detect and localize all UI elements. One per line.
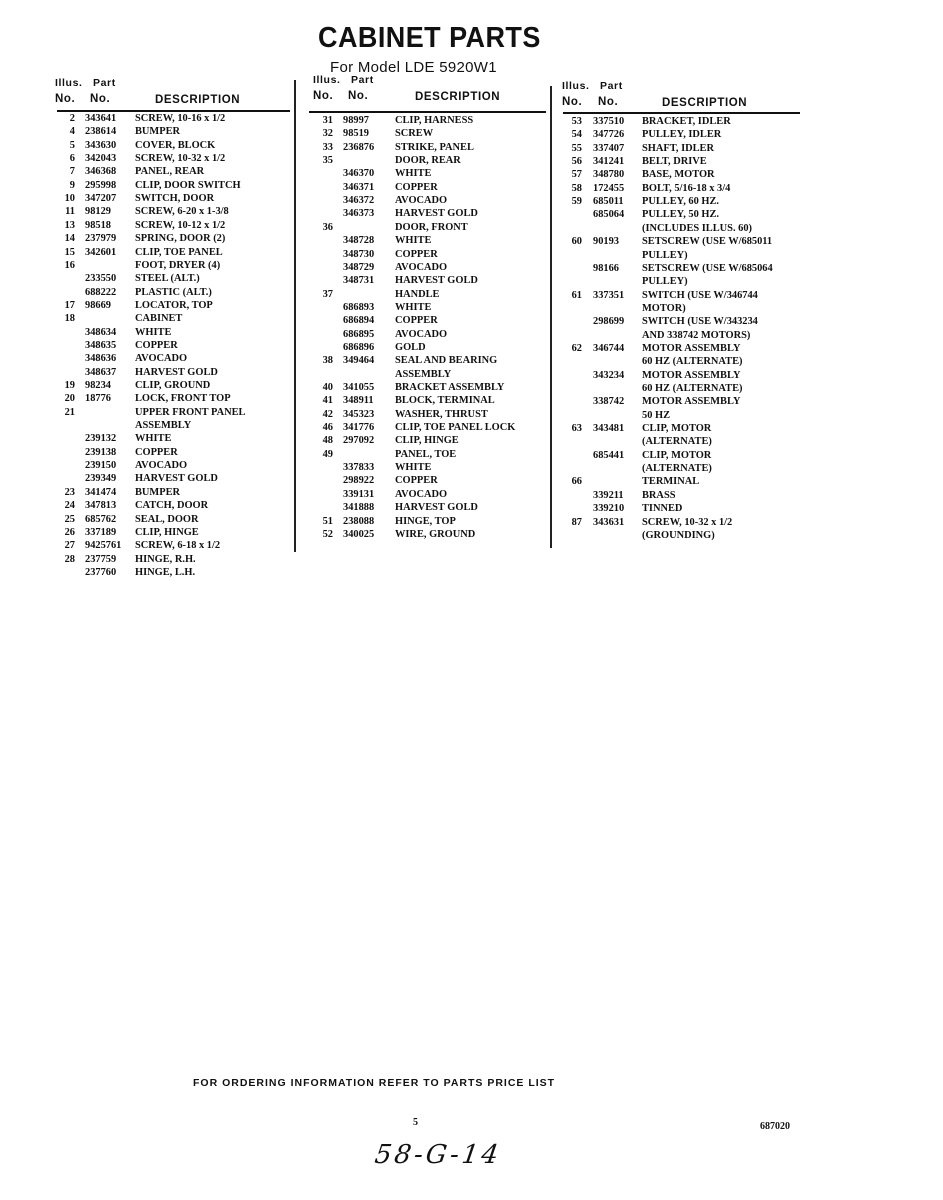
- part-number: 348911: [343, 395, 374, 407]
- illus-number: 49: [322, 448, 333, 460]
- part-row: [0, 183, 943, 196]
- header-part-no: No.: [598, 96, 619, 108]
- header-illus: Illus.: [562, 80, 590, 92]
- part-description: HANDLE: [395, 288, 440, 300]
- part-number: 237979: [85, 233, 117, 245]
- part-description: COVER, BLOCK: [135, 139, 216, 151]
- part-row: [0, 330, 943, 343]
- header-rule: [309, 111, 546, 113]
- part-description: COPPER: [395, 181, 438, 193]
- part-number: 237759: [85, 553, 117, 565]
- illus-number: 23: [64, 486, 75, 498]
- illus-number: 17: [64, 299, 75, 311]
- part-description: CLIP, DOOR SWITCH: [135, 179, 241, 191]
- illus-number: 60: [571, 236, 582, 248]
- part-number: 346373: [343, 208, 375, 220]
- part-description: BELT, DRIVE: [642, 156, 707, 168]
- part-number: 337351: [593, 289, 625, 301]
- part-description: CLIP, MOTOR: [642, 423, 712, 435]
- part-row: [0, 383, 943, 396]
- part-description: MOTOR ASSEMBLY: [642, 369, 741, 381]
- part-number: 337833: [343, 462, 375, 474]
- illus-number: 25: [64, 513, 75, 525]
- part-number: 98166: [593, 262, 619, 274]
- part-number: 340025: [343, 528, 375, 540]
- part-number: 337510: [593, 116, 625, 127]
- page-title: CABINET PARTS: [318, 22, 541, 54]
- part-description: PANEL, TOE: [395, 448, 457, 460]
- part-number: 18776: [85, 393, 111, 405]
- model-subtitle: For Model LDE 5920W1: [330, 59, 497, 76]
- part-description: SETSCREW (USE W/685064: [642, 262, 773, 274]
- illus-number: 24: [64, 500, 75, 512]
- part-number: 98669: [85, 299, 111, 311]
- part-description: MOTOR ASSEMBLY: [642, 396, 741, 408]
- part-description: CLIP, MOTOR: [642, 449, 712, 461]
- illus-number: 6: [69, 153, 75, 165]
- part-description: PULLEY): [642, 276, 688, 288]
- part-number: 343234: [593, 369, 625, 381]
- part-number: 347207: [85, 193, 117, 205]
- part-number: 343481: [593, 423, 625, 435]
- part-description: COPPER: [395, 248, 438, 260]
- part-number: 342043: [85, 153, 117, 165]
- part-number: 9425761: [85, 540, 122, 552]
- part-description: UPPER FRONT PANEL: [135, 406, 246, 418]
- part-description: STEEL (ALT.): [135, 273, 200, 285]
- illus-number: 57: [571, 169, 582, 181]
- part-number: 236876: [343, 141, 375, 153]
- part-description: CATCH, DOOR: [135, 500, 209, 512]
- header-rule: [57, 110, 290, 112]
- illus-number: 66: [571, 476, 582, 488]
- part-number: 297092: [343, 435, 375, 447]
- illus-number: 18: [64, 313, 75, 325]
- part-row: [0, 343, 943, 356]
- part-number: 98997: [343, 115, 369, 126]
- part-description: PULLEY, IDLER: [642, 129, 722, 141]
- part-number: 341888: [343, 502, 375, 514]
- part-description: SHAFT, IDLER: [642, 142, 714, 154]
- part-description: PLASTIC (ALT.): [135, 286, 212, 298]
- part-row: [0, 276, 943, 289]
- part-row: [0, 423, 943, 436]
- part-number: 348635: [85, 339, 117, 351]
- illus-number: 40: [322, 382, 333, 393]
- illus-number: 11: [65, 206, 75, 218]
- part-description: MOTOR ASSEMBLY: [642, 342, 741, 354]
- part-row: [0, 196, 943, 209]
- part-description: WHITE: [395, 301, 432, 313]
- illus-number: 32: [322, 128, 333, 140]
- part-row: [0, 554, 943, 567]
- part-description: SCREW: [395, 128, 434, 140]
- part-description: CLIP, TOE PANEL: [135, 246, 223, 258]
- part-row: [0, 316, 943, 329]
- part-description: DOOR, REAR: [395, 155, 461, 167]
- part-row: [0, 396, 943, 409]
- part-description: WIRE, GROUND: [395, 528, 476, 540]
- illus-number: 56: [571, 156, 582, 168]
- part-number: 346744: [593, 342, 625, 354]
- illus-number: 7: [69, 166, 75, 178]
- illus-number: 35: [322, 155, 333, 167]
- part-number: 685762: [85, 513, 117, 525]
- part-description: SEAL AND BEARING: [395, 355, 498, 367]
- header-part: Part: [93, 77, 116, 89]
- illus-number: 27: [64, 540, 75, 552]
- illus-number: 5: [69, 139, 75, 151]
- part-description: GOLD: [395, 341, 426, 353]
- part-description: BUMPER: [135, 486, 181, 498]
- header-illus: Illus.: [313, 74, 341, 86]
- part-row: [0, 250, 943, 263]
- part-row: [0, 209, 943, 222]
- part-number: 233550: [85, 273, 117, 285]
- ordering-note: FOR ORDERING INFORMATION REFER TO PARTS PRICE LIST: [193, 1077, 556, 1089]
- illus-number: 16: [64, 259, 75, 271]
- part-description: AVOCADO: [395, 488, 448, 500]
- part-row: [0, 303, 943, 316]
- part-description: ASSEMBLY: [135, 420, 192, 432]
- part-description: SCREW, 10-32 x 1/2: [135, 153, 226, 165]
- part-description: BRACKET, IDLER: [642, 116, 731, 127]
- illus-number: 51: [322, 515, 333, 527]
- illus-number: 48: [322, 435, 333, 447]
- part-number: 348731: [343, 275, 375, 287]
- part-row: [0, 517, 943, 530]
- part-description: SPRING, DOOR (2): [135, 233, 226, 245]
- part-description: WHITE: [135, 433, 172, 445]
- illus-number: 58: [571, 182, 582, 194]
- part-description: WHITE: [135, 326, 172, 338]
- part-description: PULLEY, 50 HZ.: [642, 209, 719, 221]
- part-row: [0, 263, 943, 276]
- header-illus-no: No.: [55, 93, 76, 105]
- part-number: 90193: [593, 236, 619, 248]
- part-number: 343641: [85, 113, 117, 124]
- illus-number: 63: [571, 423, 582, 435]
- part-description: ASSEMBLY: [395, 368, 452, 380]
- header-part-no: No.: [348, 90, 369, 102]
- part-description: HARVEST GOLD: [395, 208, 478, 220]
- part-description: (INCLUDES ILLUS. 60): [642, 222, 752, 234]
- part-row: [0, 236, 943, 249]
- illus-number: 15: [64, 246, 75, 258]
- part-number: 685441: [593, 449, 625, 461]
- part-row: [0, 476, 943, 489]
- part-number: 337189: [85, 526, 117, 538]
- part-row: [0, 450, 943, 463]
- part-row: [0, 116, 943, 129]
- part-number: 238088: [343, 515, 375, 527]
- part-description: (GROUNDING): [642, 529, 715, 541]
- part-row: [0, 356, 943, 369]
- part-row: [0, 143, 943, 156]
- illus-number: 2: [69, 113, 75, 124]
- handwritten-note: 58-G-14: [372, 1140, 504, 1170]
- illus-number: 52: [322, 528, 333, 540]
- header-illus-no: No.: [313, 90, 334, 102]
- part-number: 238614: [85, 126, 117, 138]
- part-description: BRACKET ASSEMBLY: [395, 382, 505, 393]
- part-number: 341055: [343, 382, 375, 393]
- part-number: 346368: [85, 166, 117, 178]
- part-description: HINGE, L.H.: [135, 566, 196, 578]
- illus-number: 31: [322, 115, 333, 126]
- part-number: 686893: [343, 301, 375, 313]
- part-number: 348636: [85, 353, 117, 365]
- part-description: BUMPER: [135, 126, 181, 138]
- part-number: 239138: [85, 446, 117, 458]
- part-description: HARVEST GOLD: [395, 502, 478, 514]
- illus-number: 54: [571, 129, 582, 141]
- part-number: 348729: [343, 261, 375, 273]
- part-row: [0, 410, 943, 423]
- part-description: TINNED: [642, 503, 683, 515]
- illus-number: 42: [322, 408, 333, 420]
- header-illus-no: No.: [562, 96, 583, 108]
- illus-number: 26: [64, 526, 75, 538]
- part-number: 172455: [593, 182, 625, 194]
- illus-number: 9: [69, 179, 75, 191]
- part-row: [0, 530, 943, 543]
- part-description: 60 HZ (ALTERNATE): [642, 383, 743, 394]
- part-number: 348728: [343, 235, 375, 247]
- part-row: [0, 156, 943, 169]
- part-description: WHITE: [395, 168, 432, 180]
- illus-number: 37: [322, 288, 333, 300]
- part-number: 341241: [593, 156, 625, 168]
- illus-number: 13: [64, 219, 75, 231]
- part-description: COPPER: [135, 446, 178, 458]
- part-description: CLIP, HINGE: [135, 526, 199, 538]
- part-description: CABINET: [135, 313, 183, 325]
- part-number: 339210: [593, 503, 625, 515]
- part-number: 349464: [343, 355, 375, 367]
- part-description: LOCK, FRONT TOP: [135, 393, 231, 405]
- part-description: TERMINAL: [642, 476, 700, 488]
- illus-number: 36: [322, 221, 333, 233]
- part-number: 298922: [343, 475, 375, 487]
- part-description: DOOR, FRONT: [395, 221, 468, 233]
- part-description: BLOCK, TERMINAL: [395, 395, 495, 407]
- header-description: DESCRIPTION: [662, 97, 748, 109]
- part-description: AVOCADO: [135, 460, 188, 472]
- part-number: 686895: [343, 328, 375, 340]
- part-description: AVOCADO: [395, 328, 448, 340]
- illus-number: 87: [571, 516, 582, 528]
- part-description: COPPER: [395, 475, 438, 487]
- part-number: 343631: [593, 516, 625, 528]
- part-row: [0, 463, 943, 476]
- part-description: CLIP, TOE PANEL LOCK: [395, 422, 516, 434]
- illus-number: 21: [64, 406, 75, 418]
- part-description: 50 HZ: [642, 409, 671, 421]
- part-description: PULLEY, 60 HZ.: [642, 196, 719, 208]
- part-description: HARVEST GOLD: [135, 473, 218, 485]
- part-number: 98129: [85, 206, 111, 218]
- part-number: 347813: [85, 500, 117, 512]
- part-description: HARVEST GOLD: [395, 275, 478, 287]
- part-row: [0, 223, 943, 236]
- illus-number: 46: [322, 422, 333, 434]
- header-description: DESCRIPTION: [155, 94, 241, 106]
- part-description: COPPER: [135, 339, 178, 351]
- part-number: 348730: [343, 248, 375, 260]
- part-number: 339211: [593, 489, 624, 501]
- header-part-no: No.: [90, 93, 111, 105]
- illus-number: 53: [571, 116, 582, 127]
- illus-number: 4: [69, 126, 75, 138]
- part-number: 685011: [593, 196, 624, 208]
- part-number: 98519: [343, 128, 369, 140]
- part-number: 343630: [85, 139, 117, 151]
- part-description: BASE, MOTOR: [642, 169, 715, 181]
- part-number: 295998: [85, 179, 117, 191]
- part-number: 688222: [85, 286, 117, 298]
- part-description: PANEL, REAR: [135, 166, 205, 178]
- part-description: WHITE: [395, 462, 432, 474]
- illus-number: 41: [322, 395, 333, 407]
- part-number: 341474: [85, 486, 117, 498]
- part-description: (ALTERNATE): [642, 463, 712, 475]
- part-description: SWITCH, DOOR: [135, 193, 215, 205]
- part-row: [0, 129, 943, 142]
- part-description: BRASS: [642, 489, 676, 501]
- illus-number: 14: [64, 233, 75, 245]
- page-number: 5: [413, 1117, 418, 1128]
- part-row: [0, 490, 943, 503]
- part-number: 298699: [593, 316, 625, 328]
- part-number: 239150: [85, 460, 117, 472]
- part-number: 348637: [85, 366, 117, 378]
- part-number: 686894: [343, 315, 375, 327]
- illus-number: 61: [571, 289, 582, 301]
- part-row: [0, 290, 943, 303]
- part-description: HINGE, R.H.: [135, 553, 196, 565]
- illus-number: 28: [64, 553, 75, 565]
- part-description: CLIP, GROUND: [135, 380, 211, 391]
- part-number: 347726: [593, 129, 625, 141]
- illus-number: 19: [64, 380, 75, 391]
- header-part: Part: [600, 80, 623, 92]
- part-description: HINGE, TOP: [395, 515, 456, 527]
- part-description: SCREW, 10-16 x 1/2: [135, 113, 226, 124]
- illus-number: 10: [64, 193, 75, 205]
- part-description: COPPER: [395, 315, 438, 327]
- part-description: AND 338742 MOTORS): [642, 329, 751, 341]
- part-description: SWITCH (USE W/343234: [642, 316, 758, 328]
- illus-number: 59: [571, 196, 582, 208]
- part-number: 685064: [593, 209, 625, 221]
- header-illus: Illus.: [55, 77, 83, 89]
- header-part: Part: [351, 74, 374, 86]
- part-description: (ALTERNATE): [642, 436, 712, 448]
- part-description: LOCATOR, TOP: [135, 299, 213, 311]
- part-row: [0, 567, 943, 580]
- part-number: 338742: [593, 396, 625, 408]
- illus-number: 38: [322, 355, 333, 367]
- part-description: CLIP, HARNESS: [395, 115, 474, 126]
- part-number: 345323: [343, 408, 375, 420]
- illus-number: 33: [322, 141, 333, 153]
- part-description: SCREW, 6-18 x 1/2: [135, 540, 221, 552]
- part-number: 98234: [85, 380, 111, 391]
- part-row: [0, 370, 943, 383]
- part-row: [0, 169, 943, 182]
- part-description: FOOT, DRYER (4): [135, 259, 221, 271]
- part-description: BOLT, 5/16-18 x 3/4: [642, 182, 731, 194]
- illus-number: 20: [64, 393, 75, 405]
- part-number: 686896: [343, 341, 375, 353]
- illus-number: 55: [571, 142, 582, 154]
- part-description: HARVEST GOLD: [135, 366, 218, 378]
- part-number: 346371: [343, 181, 375, 193]
- part-description: WASHER, THRUST: [395, 408, 488, 420]
- part-description: SETSCREW (USE W/685011: [642, 236, 773, 248]
- part-number: 339131: [343, 488, 375, 500]
- part-description: AVOCADO: [395, 261, 448, 273]
- header-rule: [563, 112, 800, 114]
- illus-number: 62: [571, 342, 582, 354]
- part-number: 348780: [593, 169, 625, 181]
- part-number: 239132: [85, 433, 117, 445]
- part-description: WHITE: [395, 235, 432, 247]
- part-description: SCREW, 10-32 x 1/2: [642, 516, 733, 528]
- part-number: 98518: [85, 219, 111, 231]
- part-description: STRIKE, PANEL: [395, 141, 474, 153]
- part-number: 237760: [85, 566, 117, 578]
- document-code: 687020: [760, 1121, 790, 1132]
- part-number: 341776: [343, 422, 375, 434]
- part-number: 239349: [85, 473, 117, 485]
- part-number: 337407: [593, 142, 625, 154]
- part-description: SEAL, DOOR: [135, 513, 199, 525]
- part-description: AVOCADO: [135, 353, 188, 365]
- part-description: MOTOR): [642, 302, 686, 314]
- part-row: [0, 436, 943, 449]
- part-description: AVOCADO: [395, 195, 448, 207]
- part-description: SCREW, 6-20 x 1-3/8: [135, 206, 229, 218]
- part-number: 348634: [85, 326, 117, 338]
- part-description: SCREW, 10-12 x 1/2: [135, 219, 226, 231]
- part-description: 60 HZ (ALTERNATE): [642, 356, 743, 368]
- part-description: CLIP, HINGE: [395, 435, 459, 447]
- part-description: PULLEY): [642, 249, 688, 261]
- part-description: SWITCH (USE W/346744: [642, 289, 758, 301]
- part-number: 346372: [343, 195, 375, 207]
- part-row: [0, 503, 943, 516]
- header-description: DESCRIPTION: [415, 91, 501, 103]
- part-number: 342601: [85, 246, 117, 258]
- part-number: 346370: [343, 168, 375, 180]
